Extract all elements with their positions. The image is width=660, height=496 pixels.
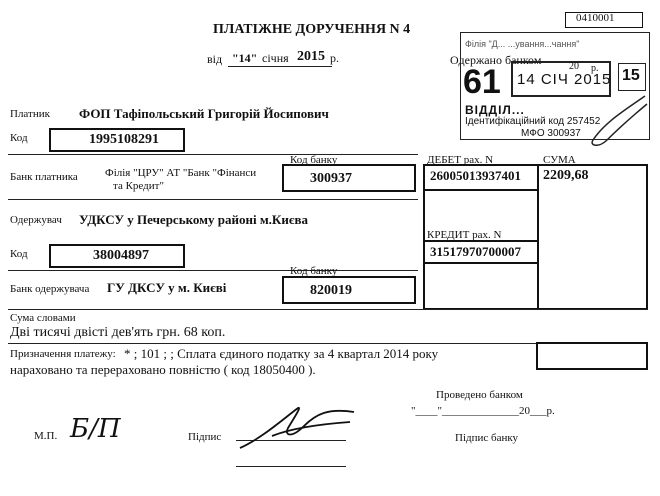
stamp-number: 61 xyxy=(463,63,501,101)
stamp-branch-line: Філія "Д... ...ування...чання" xyxy=(465,39,580,49)
credit-row-line xyxy=(423,262,539,264)
date-day: "14" xyxy=(232,51,258,65)
form-code: 0410001 xyxy=(576,12,615,24)
debit-row-line xyxy=(423,189,539,191)
recipient-code-label: Код xyxy=(10,248,28,260)
date-year-suffix: р. xyxy=(330,51,339,65)
recipient-bank-code: 820019 xyxy=(310,283,352,298)
purpose-line-2: нараховано та перераховано повністю ( код 18050400 ). xyxy=(10,362,316,377)
document-title: ПЛАТІЖНЕ ДОРУЧЕННЯ N 4 xyxy=(213,22,411,37)
signature-line-2 xyxy=(236,466,346,467)
debit-account: 26005013937401 xyxy=(430,168,521,183)
bank-processed-label: Проведено банком xyxy=(436,389,523,401)
sum-words: Дві тисячі двісті дев'ять грн. 68 коп. xyxy=(10,325,226,340)
handwritten-signature xyxy=(232,398,362,458)
stamp-corner-box xyxy=(618,63,646,91)
sum-words-label: Сума словами xyxy=(10,312,76,324)
date-prefix: від xyxy=(207,52,223,66)
date-month: січня xyxy=(262,51,289,65)
payer-bank-name-1: Філія "ЦРУ" АТ "Банк "Фінанси xyxy=(105,167,257,179)
stamp-date: 14 СІЧ 2015 xyxy=(517,71,612,88)
sum-label: СУМА xyxy=(543,154,576,166)
recipient-name: УДКСУ у Печерському районі м.Києва xyxy=(79,212,308,227)
stamp-signature-scribble xyxy=(585,92,655,152)
recipient-code: 38004897 xyxy=(93,248,149,263)
credit-account: 31517970700007 xyxy=(430,244,521,259)
date-year: 2015 xyxy=(297,49,325,64)
payer-bank-separator xyxy=(8,199,418,200)
sum-value: 2209,68 xyxy=(543,168,589,183)
recipient-bank-name: ГУ ДКСУ у м. Києві xyxy=(107,280,227,295)
seal-label: М.П. xyxy=(34,430,58,442)
payer-code-label: Код xyxy=(10,132,28,144)
payer-code-box xyxy=(49,128,185,152)
payer-bank-code: 300937 xyxy=(310,171,352,186)
stamp-dept-line: ВІДДІЛ... xyxy=(465,103,525,117)
stamp-corner: 15 xyxy=(622,67,640,84)
recipient-label: Одержувач xyxy=(10,214,62,226)
recipient-separator xyxy=(8,270,418,271)
form-code-box xyxy=(565,12,643,28)
date-underline xyxy=(228,66,332,67)
signature-label: Підпис xyxy=(188,431,222,443)
payer-code: 1995108291 xyxy=(89,132,159,147)
purpose-right-box xyxy=(536,342,648,370)
stamp-ident-line: Ідентифікаційний код 257452 xyxy=(465,116,601,127)
stamp-mfo-line: МФО 300937 xyxy=(521,128,581,139)
purpose-line-1: * ; 101 ; ; Сплата єдиного податку за 4 квартал 2014 року xyxy=(124,346,439,361)
payer-bank-code-label: Код банку xyxy=(290,154,338,166)
bank-separator xyxy=(8,309,648,310)
payer-bank-name-2: та Кредит" xyxy=(113,180,164,192)
payer-bank-code-box xyxy=(282,164,416,192)
bank-signature-label: Підпис банку xyxy=(455,432,519,444)
bank-processed-date: "____"______________20___р. xyxy=(411,405,555,417)
payer-label: Платник xyxy=(10,108,50,120)
payer-separator xyxy=(8,154,418,155)
recipient-code-box xyxy=(49,244,185,268)
credit-account-label: КРЕДИТ рах. N xyxy=(427,229,502,241)
stamp-year-small-suffix: р. xyxy=(591,63,599,74)
payer-name: ФОП Тафіпольський Григорій Йосипович xyxy=(79,106,329,121)
received-by-bank-label: Одержано банком xyxy=(450,53,542,67)
stamp-year-small: 20 xyxy=(569,61,579,72)
purpose-label: Призначення платежу: xyxy=(10,348,116,360)
recipient-bank-code-label: Код банку xyxy=(290,265,338,277)
recipient-bank-code-box xyxy=(282,276,416,304)
seal-handwritten-mark: Б/П xyxy=(70,414,121,444)
payer-bank-label: Банк платника xyxy=(10,171,78,183)
recipient-bank-label: Банк одержувача xyxy=(10,283,90,295)
debit-account-label: ДЕБЕТ рах. N xyxy=(427,154,494,166)
accounts-grid-divider xyxy=(537,164,539,310)
